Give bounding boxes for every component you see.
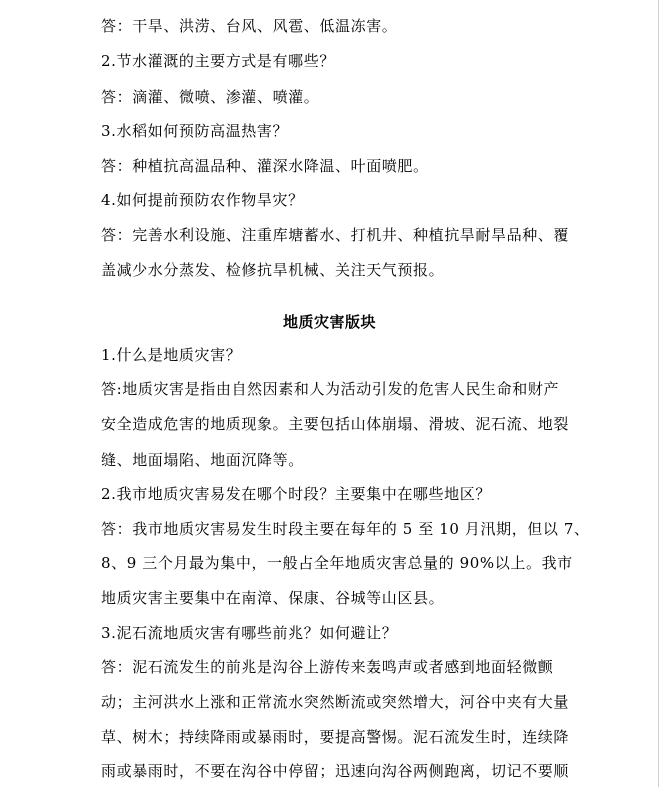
answer-line: 缝、地面塌陷、地面沉降等。 [101,451,304,469]
answer-line: 答：完善水利设施、注重库塘蓄水、打机井、种植抗旱耐旱品种、覆 [101,226,570,244]
answer-line: 安全造成危害的地质现象。主要包括山体崩塌、滑坡、泥石流、地裂 [101,415,570,433]
question-line: 4.如何提前预防农作物旱灾？ [101,191,304,209]
answer-line: 答：种植抗高温品种、灌深水降温、叶面喷肥。 [101,157,429,175]
answer-line: 答：滴灌、微喷、渗灌、喷灌。 [101,88,320,106]
answer-line: 草、树木；持续降雨或暴雨时，要提高警惕。泥石流发生时，连续降 [101,728,570,746]
section-heading: 地质灾害版块 [282,313,376,331]
question-line: 3.水稻如何预防高温热害？ [101,122,289,140]
answer-line: 答:地质灾害是指由自然因素和人为活动引发的危害人民生命和财产 [101,380,560,398]
answer-line: 答：泥石流发生的前兆是沟谷上游传来轰鸣声或者感到地面轻微颤 [101,658,554,676]
question-line: 2.节水灌溉的主要方式是有哪些？ [101,52,335,70]
question-line: 2.我市地质灾害易发在哪个时段？主要集中在哪些地区？ [101,485,491,503]
question-line: 1.什么是地质灾害？ [101,346,242,364]
answer-line: 盖减少水分蒸发、检修抗旱机械、关注天气预报。 [101,261,445,279]
question-line: 3.泥石流地质灾害有哪些前兆？如何避让？ [101,624,398,642]
answer-line: 雨或暴雨时，不要在沟谷中停留；迅速向沟谷两侧跑离，切记不要顺 [101,762,570,780]
answer-line: 答：干旱、洪涝、台风、风雹、低温冻害。 [101,17,398,35]
answer-line: 答：我市地质灾害易发生时段主要在每年的 5 至 10 月汛期，但以 7、 [101,520,590,538]
answer-line: 8、9 三个月最为集中，一般占全年地质灾害总量的 90%以上。我市 [101,554,573,572]
answer-line: 地质灾害主要集中在南漳、保康、谷城等山区县。 [101,589,445,607]
answer-line: 动；主河洪水上涨和正常流水突然断流或突然增大，河谷中夹有大量 [101,693,570,711]
